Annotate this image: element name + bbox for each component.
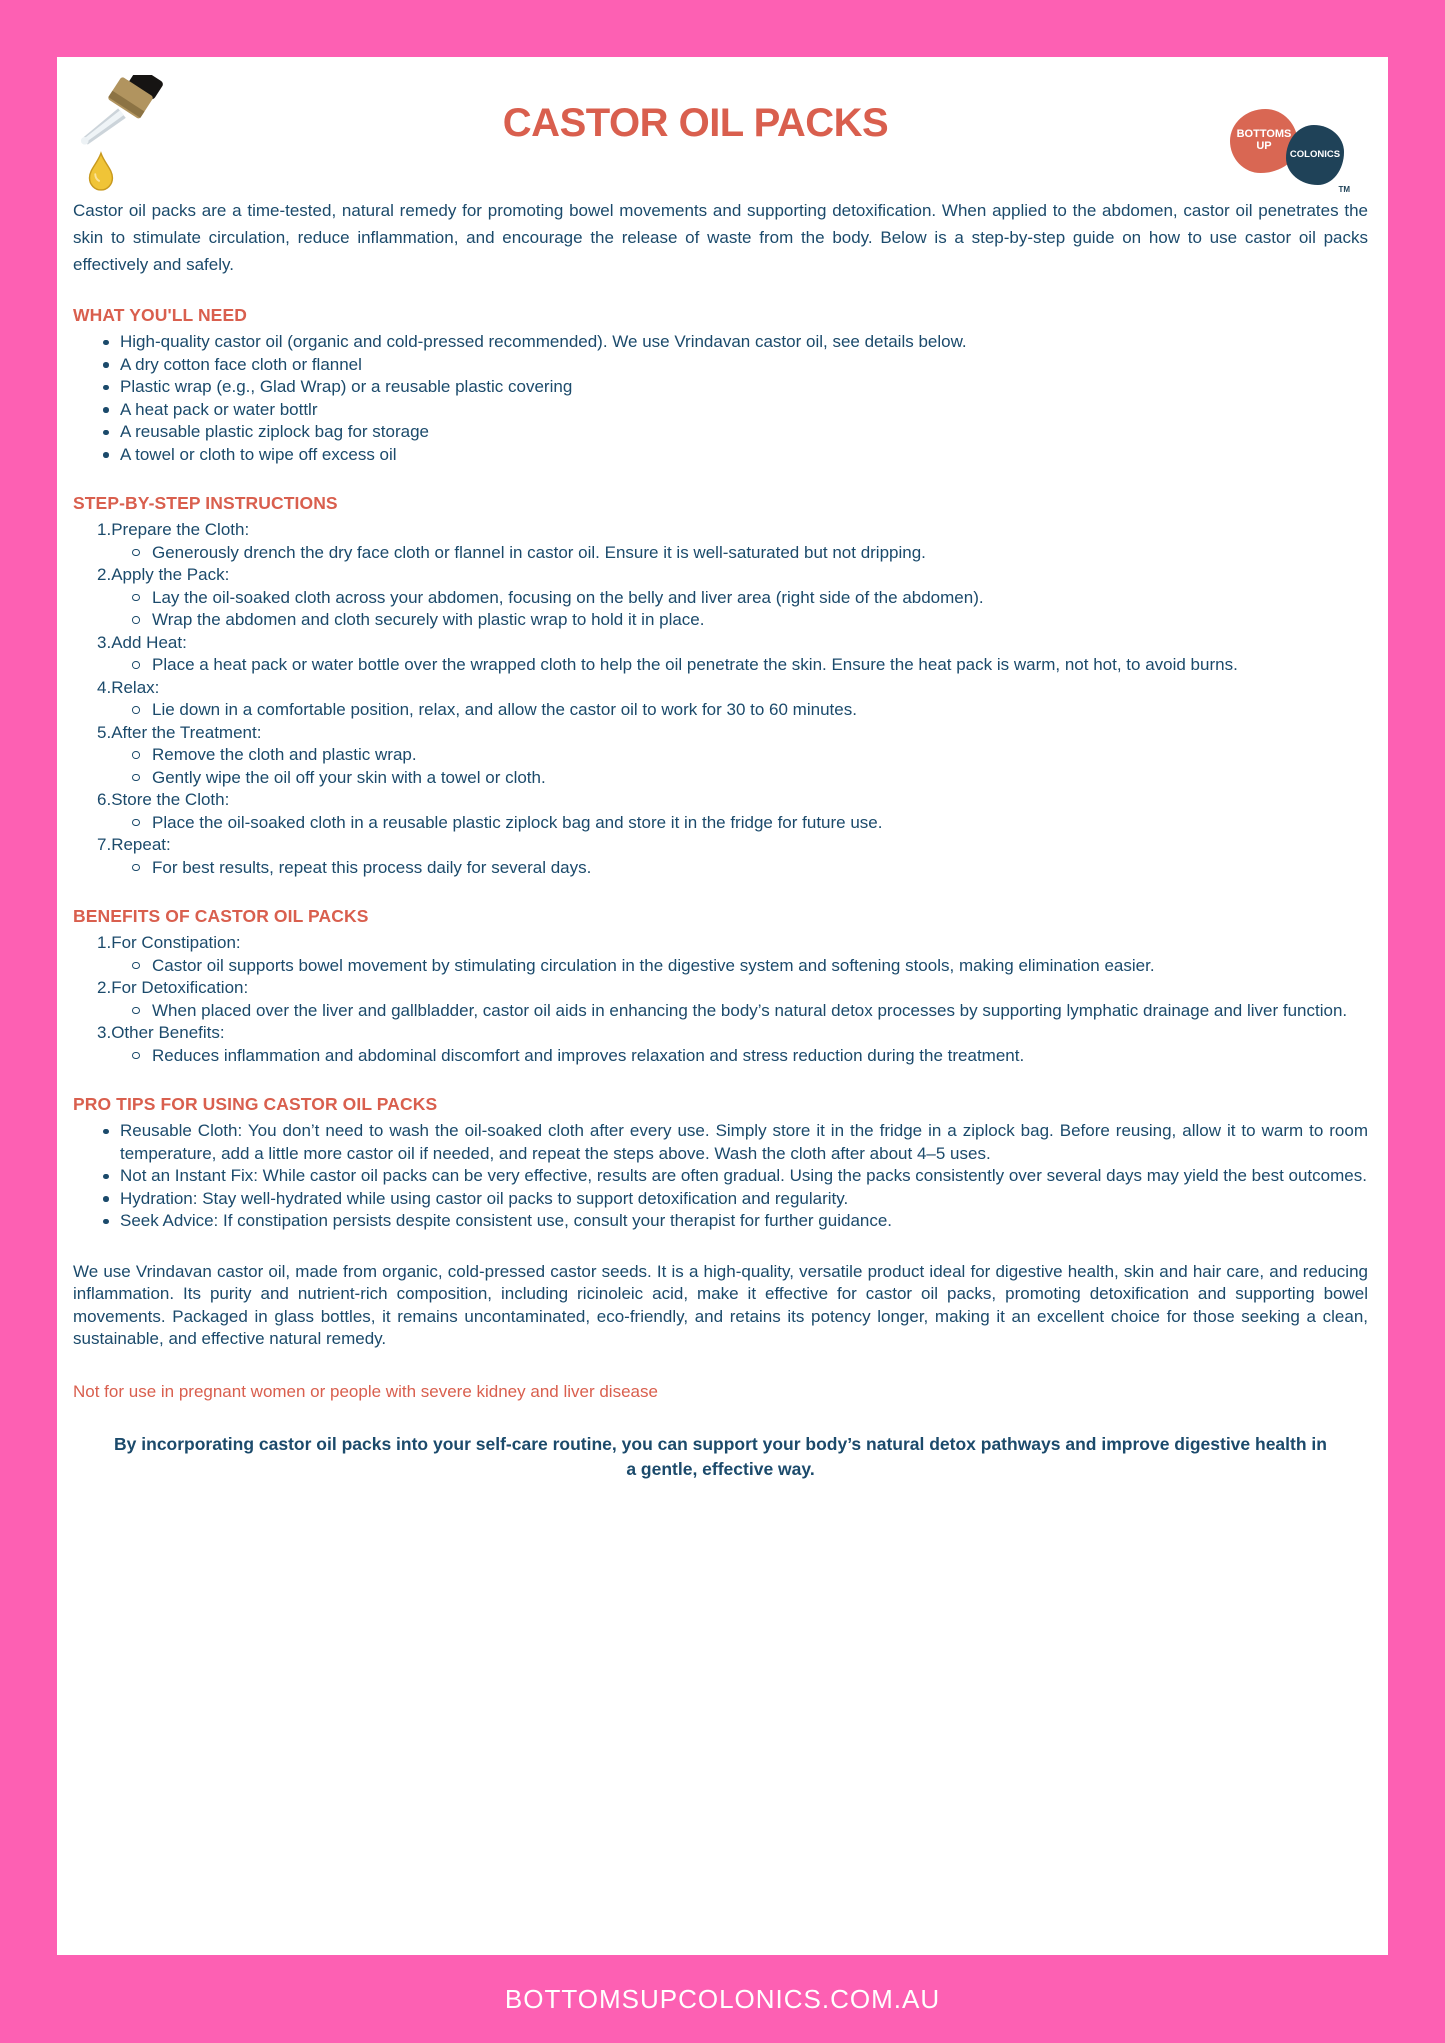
step-item-sub-text: Remove the cloth and plastic wrap. <box>152 745 417 764</box>
step-item-sub-list <box>97 542 1368 565</box>
contraindication-warning: Not for use in pregnant women or people with severe kidney and liver disease <box>73 1381 658 1401</box>
logo-text-bottoms: BOTTOMS <box>1236 128 1292 141</box>
step-item-label: Relax: <box>111 677 160 697</box>
step-item-sub-text: Place a heat pack or water bottle over the wrapped cloth to help the oil penetrate the skin. Ensure the heat pack is warm, not hot, to avoid burns. <box>152 655 1238 674</box>
step-item-label: Add Heat: <box>111 632 187 652</box>
step-item-sub-item <box>130 609 1368 632</box>
step-item-sub-text: Lie down in a comfortable position, relax, and allow the castor oil to work for 30 to 60 minutes. <box>152 700 857 719</box>
supply-item <box>101 376 1368 399</box>
step-item-sub-text: Place the oil-soaked cloth in a reusable plastic ziplock bag and store it in the fridge for future use. <box>152 812 883 832</box>
page-header <box>73 69 1368 194</box>
website-url: BOTTOMSUPCOLONICS.COM.AU <box>504 1983 941 2014</box>
step-item-sub-text: Lay the oil-soaked cloth across your abdomen, focusing on the belly and liver area (right side of the abdomen). <box>152 587 984 607</box>
step-item <box>97 632 1368 677</box>
supply-item-text: Plastic wrap (e.g., Glad Wrap) or a reusable plastic covering <box>120 377 573 396</box>
supply-item <box>101 399 1368 422</box>
step-item-sub-list <box>97 654 1368 677</box>
intro-paragraph: Castor oil packs are a time-tested, natural remedy for promoting bowel movements and supporting detoxification. When applied to the abdomen, castor oil penetrates the skin to stimulate circulation, reduce inflammation, and encourage the release of waste from the body. Below is a step-by-step guide on how to use castor oil packs effectively and safely. <box>73 201 1368 274</box>
pro-tip-item-text: Hydration: Stay well-hydrated while using castor oil packs to support detoxification and regularity. <box>120 1188 849 1208</box>
page-sheet <box>57 57 1388 1955</box>
step-item-sub-list <box>97 857 1368 880</box>
step-item <box>97 834 1368 879</box>
trademark-symbol: TM <box>1338 185 1350 194</box>
logo-colonics-circle <box>1286 125 1344 185</box>
benefit-item <box>97 932 1368 977</box>
benefit-item-sub-text: When placed over the liver and gallbladder, castor oil aids in enhancing the body’s natural detox processes by supporting lymphatic drainage and liver function. <box>152 1000 1348 1020</box>
benefit-item-label: For Constipation: <box>111 933 241 952</box>
supply-item <box>101 354 1368 377</box>
step-item-label: After the Treatment: <box>111 722 262 742</box>
step-item-sub-text: Wrap the abdomen and cloth securely with plastic wrap to hold it in place. <box>152 610 705 629</box>
step-item-label: Store the Cloth: <box>111 790 230 809</box>
step-item-sub-text: Generously drench the dry face cloth or flannel in castor oil. Ensure it is well-saturated but not dripping. <box>152 542 926 562</box>
benefit-item-sub-list <box>97 1045 1368 1068</box>
step-item <box>97 519 1368 564</box>
pro-tip-item-text: Reusable Cloth: You don’t need to wash the oil-soaked cloth after every use. Simply store it in the fridge in a ziplock bag. Before reusing, allow it to warm to room temperature, add a little more castor oil if needed, and repeat the steps above. Wash the cloth after about 4–5 uses. <box>120 1121 1368 1163</box>
brand-logo <box>1208 69 1368 194</box>
vrindavan-paragraph: We use Vrindavan castor oil, made from organic, cold-pressed castor seeds. It is a high-quality, versatile product ideal for digestive health, skin and hair care, and reducing inflammation. Its purity and nutrient-rich composition, including ricinoleic acid, make it effective for castor oil packs, promoting detoxification and supporting bowel movements. Packaged in glass bottles, it remains uncontaminated, eco-friendly, and retains its potency longer, making it an excellent choice for those seeking a clean, sustainable, and effective natural remedy. <box>73 1261 1368 1348</box>
step-item-sub-text: For best results, repeat this process daily for several days. <box>152 857 592 877</box>
step-item-sub-item <box>130 587 1368 610</box>
step-item <box>97 722 1368 790</box>
benefit-item-sub-item <box>130 1000 1368 1023</box>
heading-benefits: BENEFITS OF CASTOR OIL PACKS <box>73 906 369 926</box>
benefit-item-sub-text: Reduces inflammation and abdominal discomfort and improves relaxation and stress reduction during the treatment. <box>152 1045 1025 1065</box>
benefit-item-label: For Detoxification: <box>111 978 249 997</box>
heading-step-by-step: STEP-BY-STEP INSTRUCTIONS <box>73 493 338 513</box>
supply-item-text: A dry cotton face cloth or flannel <box>120 354 362 374</box>
step-item-sub-list <box>97 744 1368 789</box>
step-item-label: Prepare the Cloth: <box>111 520 250 539</box>
step-item-sub-item <box>130 654 1368 677</box>
step-item-sub-item <box>130 699 1368 722</box>
step-item-label: Apply the Pack: <box>111 565 230 584</box>
step-item-label: Repeat: <box>111 835 171 854</box>
what-youll-need-list <box>73 331 1368 466</box>
page-title: CASTOR OIL PACKS <box>502 101 889 145</box>
logo-text-colonics: COLONICS <box>1289 149 1341 161</box>
step-by-step-list <box>73 519 1368 879</box>
pro-tip-item <box>101 1210 1368 1233</box>
step-item <box>97 789 1368 834</box>
supply-item <box>101 421 1368 444</box>
benefit-item-sub-list <box>97 955 1368 978</box>
step-item-sub-item <box>130 812 1368 835</box>
benefit-item-sub-text: Castor oil supports bowel movement by stimulating circulation in the digestive system and softening stools, making elimination easier. <box>152 955 1155 975</box>
benefit-item-label: Other Benefits: <box>111 1023 225 1042</box>
oil-dropper-icon <box>73 75 183 204</box>
pro-tip-item <box>101 1165 1368 1188</box>
benefit-item <box>97 977 1368 1022</box>
logo-text-up: UP <box>1256 140 1272 152</box>
benefit-item-sub-list <box>97 1000 1368 1023</box>
step-item-sub-text: Gently wipe the oil off your skin with a towel or cloth. <box>152 767 546 787</box>
footer-band <box>0 1955 1445 2043</box>
supply-item <box>101 444 1368 467</box>
closing-statement: By incorporating castor oil packs into your self-care routine, you can support your body’s natural detox pathways and improve digestive health in a gentle, effective way. <box>114 1433 1327 1479</box>
heading-pro-tips: PRO TIPS FOR USING CASTOR OIL PACKS <box>73 1094 438 1114</box>
supply-item-text: A towel or cloth to wipe off excess oil <box>120 444 397 464</box>
pro-tip-item <box>101 1120 1368 1165</box>
pro-tip-item-text: Seek Advice: If constipation persists despite consistent use, consult your therapist for further guidance. <box>120 1211 893 1230</box>
step-item-sub-item <box>130 857 1368 880</box>
step-item-sub-item <box>130 542 1368 565</box>
benefit-item-sub-item <box>130 955 1368 978</box>
benefit-item <box>97 1022 1368 1067</box>
step-item <box>97 677 1368 722</box>
pro-tip-item <box>101 1188 1368 1211</box>
heading-what-youll-need: WHAT YOU'LL NEED <box>73 305 247 325</box>
benefit-item-sub-item <box>130 1045 1368 1068</box>
step-item-sub-item <box>130 744 1368 767</box>
supply-item-text: High-quality castor oil (organic and cold-pressed recommended). We use Vrindavan castor oil, see details below. <box>120 332 967 351</box>
supply-item-text: A heat pack or water bottlr <box>120 399 318 419</box>
supply-item <box>101 331 1368 354</box>
pro-tip-item-text: Not an Instant Fix: While castor oil packs can be very effective, results are often gradual. Using the packs consistently over several days may yield the best outcomes. <box>120 1166 1367 1185</box>
step-item-sub-list <box>97 812 1368 835</box>
step-item-sub-list <box>97 587 1368 632</box>
pro-tips-list <box>73 1120 1368 1233</box>
step-item-sub-item <box>130 767 1368 790</box>
step-item <box>97 564 1368 632</box>
benefits-list <box>73 932 1368 1067</box>
supply-item-text: A reusable plastic ziplock bag for storage <box>120 422 430 441</box>
step-item-sub-list <box>97 699 1368 722</box>
